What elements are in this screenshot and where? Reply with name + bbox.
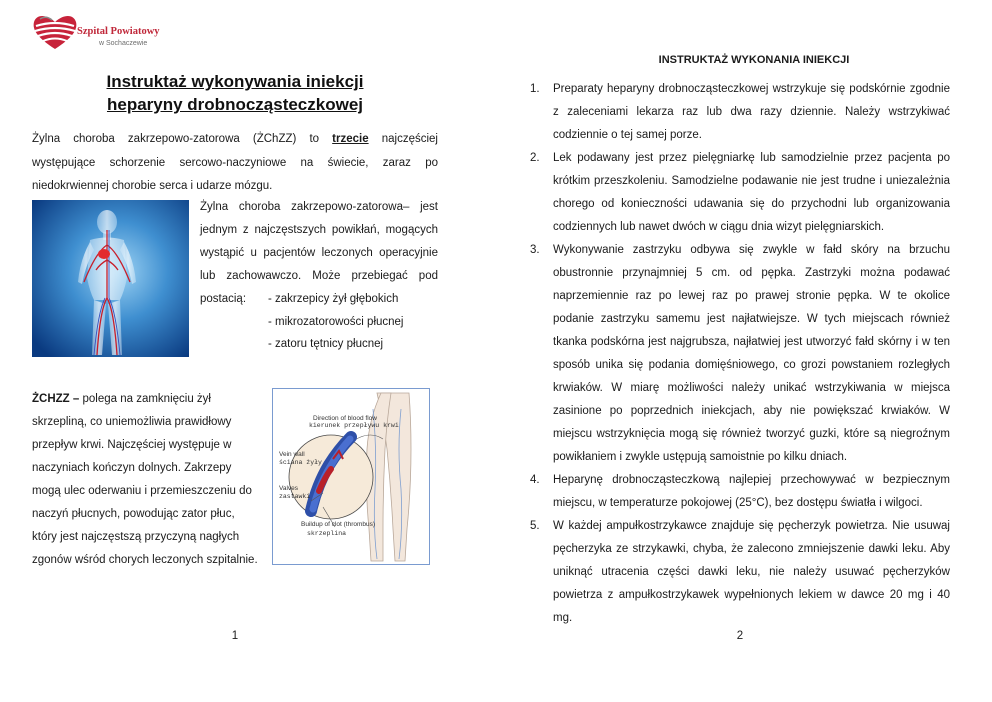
zchzz-definition [32, 388, 260, 572]
item-number: 5. [530, 520, 540, 532]
diagram-label-clot-pl: skrzeplina [307, 530, 347, 537]
intro-text-end: najczęściej występujące schorzenie sercowo-naczyniowe na świecie, zaraz po niedokrwiennej chorobie serca i udarze mózgu. [32, 133, 438, 192]
instruction-title: INSTRUKTAŻ WYKONANIA INIEKCJI [658, 54, 850, 66]
item-text: W każdej ampułkostrzykawce znajduje się pęcherzyk powietrza. Nie usuwaj pęcherzyka ze strzykawki, chyba, że zalecono zmniejszenie dawki leku. Aby uniknąć utracenia części dawki leku, nie należy usuwać pęcherzyków powietrza z ampułkostrzykawek wypełnionych lekiem w dawce 20 mg i 40 mg. [553, 520, 950, 624]
instruction-list [530, 78, 950, 630]
list-item [530, 78, 950, 147]
diagram-label-valves: Valves [279, 485, 299, 492]
list-item [530, 239, 950, 469]
list-item: - zakrzepicy żył głębokich [268, 293, 399, 305]
intro-text-start: Żylna choroba zakrzepowo-zatorowa (ŻChZZ) to [32, 133, 333, 145]
diagram-label-flow: Direction of blood flow [313, 415, 377, 422]
intro-emphasis: trzecie [332, 133, 369, 145]
list-item [530, 515, 950, 630]
heart-logo-icon [30, 12, 80, 52]
page-title-line-2: heparyny drobnocząsteczkowej [106, 95, 364, 114]
list-item: - mikrozatorowości płucnej [268, 315, 404, 328]
item-text: Heparynę drobnocząsteczkową najlepiej przechowywać w bezpiecznym miejscu, w temperaturze pokojowej (25°C), bez dostępu światła i wilgoci. [553, 474, 950, 509]
list-item [530, 147, 950, 239]
list-item: - zatoru tętnicy płucnej [268, 338, 384, 350]
list-item [530, 469, 950, 515]
page-number: 1 [231, 630, 239, 642]
item-number: 1. [530, 83, 540, 95]
item-text: Preparaty heparyny drobnocząsteczkowej wstrzykuje się podskórnie zgodnie z zaleceniami lekarza raz lub dwa razy dziennie. Należy wstrzykiwać codziennie o tej samej porze. [553, 83, 950, 141]
diagram-label-wall-pl: ściana żyły [279, 459, 322, 466]
diagram-label-wall: Vein wall [279, 451, 305, 458]
page-title-line-1: Instruktaż wykonywania iniekcji [106, 72, 364, 91]
disease-description: Żylna choroba zakrzepowo-zatorowa– jest jednym z najczęstszych powikłań, mogących wystąpić u pacjentów leczonych operacyjnie lub zachowawczo. Może przebiegać pod postacią: [200, 201, 438, 305]
logo-subtitle: w Sochaczewie [99, 40, 148, 47]
item-text: Wykonywanie zastrzyku odbywa się zwykle w fałd skóry na brzuchu obustronnie przynajmniej 5 cm. od pępka. Zastrzyki można podawać naprzemiennie raz po lewej raz po prawej stronie pępka. W te okolice podanie zastrzyku samemu jest najłatwiejsze. W tych miejscach również tkanka podskórna jest najgrubsza, najłatwiej jest utworzyć fałd skórny i w ten sposób unika się podania domięśniowego, co grozi powstaniem rozległych krwiaków. W miarę możliwości należy unikać wstrzykiwania w miejsca zasinione po poprzednich iniekcjach, aby nie powiększać krwiaków. W miejscu wstrzyknięcia mogą się również tworzyć guzki, które są niegroźnym powikłaniem i zwykle ustępują samoistnie po kilku dniach. [553, 244, 950, 463]
intro-paragraph [32, 128, 438, 199]
zchzz-label: ŻCHZZ – [32, 393, 80, 405]
item-text: Lek podawany jest przez pielęgniarkę lub samodzielnie przez pacjenta po krótkim przeszkoleniu. Samodzielne podawanie nie jest trudne i uniezależnia chorego od konieczności udawania się do przychodni lub organizowania codziennych lub nawet dwóch w ciągu dnia wizyt pielęgniarskich. [553, 152, 950, 233]
diagram-label-flow-pl: kierunek przepływu krwi [309, 422, 399, 429]
zchzz-text: polega na zamknięciu żył skrzepliną, co uniemożliwia prawidłowy przepływ krwi. Najczęściej występuje w naczyniach kończyn dolnych. Zakrzepy mogą ulec oderwaniu i przemieszczeniu do naczyń płucnych, powodując zator płuc, który jest najczęstszą przyczyną nagłych zgonów wśród chorych leczonych szpitalnie. [32, 393, 258, 566]
diagram-label-clot: Buildup of clot (thrombus) [301, 521, 376, 528]
diagram-label-valves-pl: zastawki [279, 493, 311, 500]
disease-forms-list [268, 288, 468, 356]
logo-name: Szpital Powiatowy [77, 26, 160, 37]
item-number: 3. [530, 244, 540, 256]
circulatory-system-image [32, 200, 189, 357]
vein-clot-diagram [272, 388, 430, 565]
item-number: 2. [530, 152, 540, 164]
page-number: 2 [736, 630, 744, 642]
hospital-logo [30, 12, 170, 52]
page-right [496, 0, 992, 702]
item-number: 4. [530, 474, 540, 486]
